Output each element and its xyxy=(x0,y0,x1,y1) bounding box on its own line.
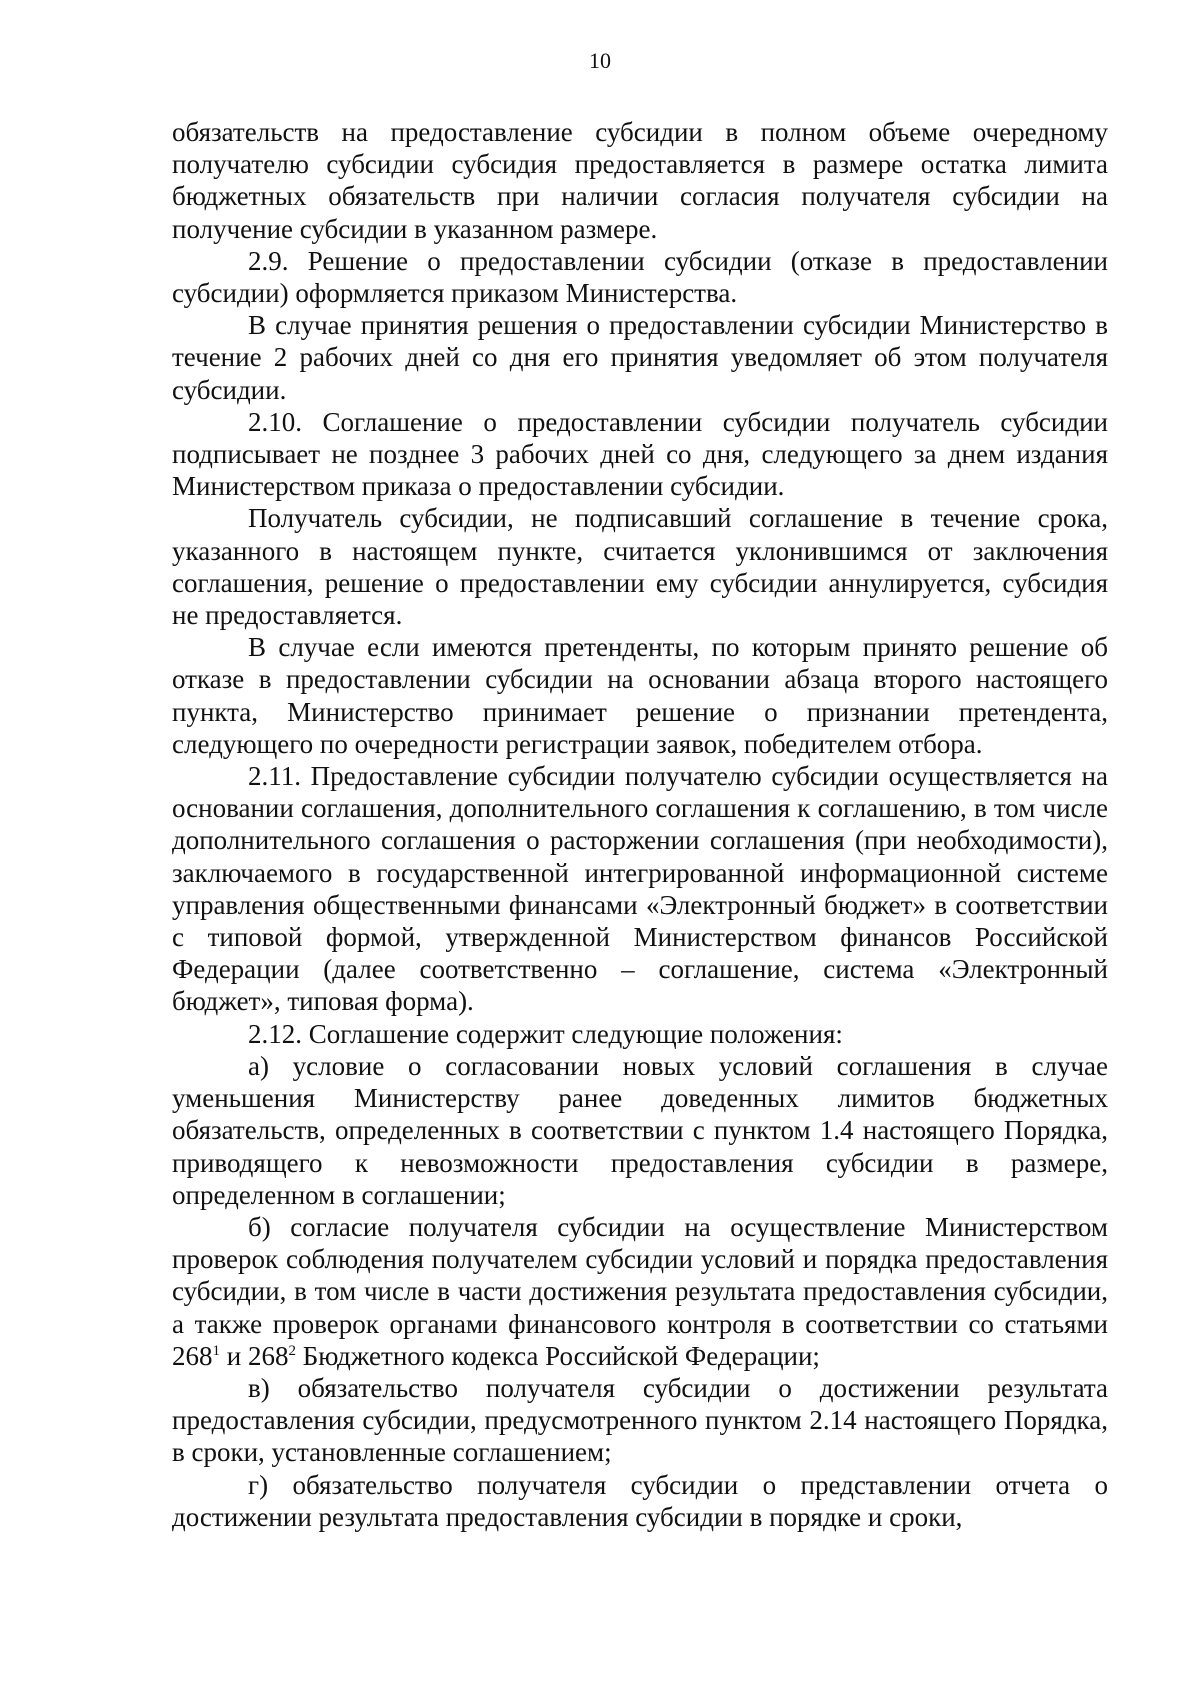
list-item-b-part3: Бюджетного кодекса Российской Федерации; xyxy=(295,1340,820,1371)
superscript-1: 1 xyxy=(212,1342,220,1359)
paragraph-2-9-notice: В случае принятия решения о предоставлении субсидии Министерство в течение 2 рабочих дней со дня его принятия уведомляет об этом получателя субсидии. xyxy=(172,310,1108,405)
paragraph-continuation: обязательств на предоставление субсидии в полном объеме очередному получателю субсидии субсидия предоставляется в размере остатка лимита бюджетных обязательств при наличии согласия получателя субсидии на получение субсидии в указанном размере. xyxy=(172,117,1108,244)
list-item-v: в) обязательство получателя субсидии о достижении результата предоставления субсидии, предусмотренного пунктом 2.14 настоящего Порядка, в сроки, установленные соглашением; xyxy=(172,1372,1108,1468)
list-item-b-part2: и 268 xyxy=(220,1340,289,1371)
list-item-g: г) обязательство получателя субсидии о представлении отчета о достижении результата предоставления субсидии в порядке и сроки, xyxy=(172,1469,1108,1532)
paragraph-2-10: 2.10. Соглашение о предоставлении субсидии получатель субсидии подписывает не позднее 3 рабочих дней со дня, следующего за днем издания Министерством приказа о предоставлении субсидии. xyxy=(172,406,1108,502)
list-item-a: а) условие о согласовании новых условий соглашения в случае уменьшения Министерству ранее доведенных лимитов бюджетных обязательств, определенных в соответствии с пунктом 1.4 настоящего Порядка, приводящего к невозможности предоставления субсидии в размере, определенном в соглашении; xyxy=(172,1050,1108,1210)
page-number: 10 xyxy=(589,48,611,73)
paragraph-2-12: 2.12. Соглашение содержит следующие положения: xyxy=(248,1018,843,1049)
list-item-b-part1: б) согласие получателя субсидии на осуществление Министерством проверок соблюдения получателем субсидии условий и порядка предоставления субсидии, в том числе в части достижения результата предоставления субсидии, а также проверок органами финансового контроля в соответствии со статьями 268 xyxy=(172,1211,1108,1371)
document-body xyxy=(172,116,1108,1533)
paragraph-2-9: 2.9. Решение о предоставлении субсидии (отказе в предоставлении субсидии) оформляется приказом Министерства. xyxy=(172,245,1108,309)
paragraph-2-10-evasion: Получатель субсидии, не подписавший соглашение в течение срока, указанного в настоящем пункте, считается уклонившимся от заключения соглашения, решение о предоставлении ему субсидии аннулируется, субсидия не предоставляется. xyxy=(172,503,1108,631)
paragraph-2-10-next-applicant: В случае если имеются претенденты, по которым принято решение об отказе в предоставлении субсидии на основании абзаца второго настоящего пункта, Министерство принимает решение о признании претендента, следующего по очередности регистрации заявок, победителем отбора. xyxy=(172,632,1108,759)
superscript-2: 2 xyxy=(288,1342,296,1359)
paragraph-2-11: 2.11. Предоставление субсидии получателю субсидии осуществляется на основании соглашения, дополнительного соглашения к соглашению, в том числе дополнительного соглашения о расторжении соглашения (при необходимости), заключаемого в государственной интегрированной информационной системе управления общественными финансами «Электронный бюджет» в соответствии с типовой формой, утвержденной Министерством финансов Российской Федерации (далее соответственно – соглашение, система «Электронный бюджет», типовая форма). xyxy=(172,761,1108,1017)
list-item-b xyxy=(172,1211,1108,1372)
